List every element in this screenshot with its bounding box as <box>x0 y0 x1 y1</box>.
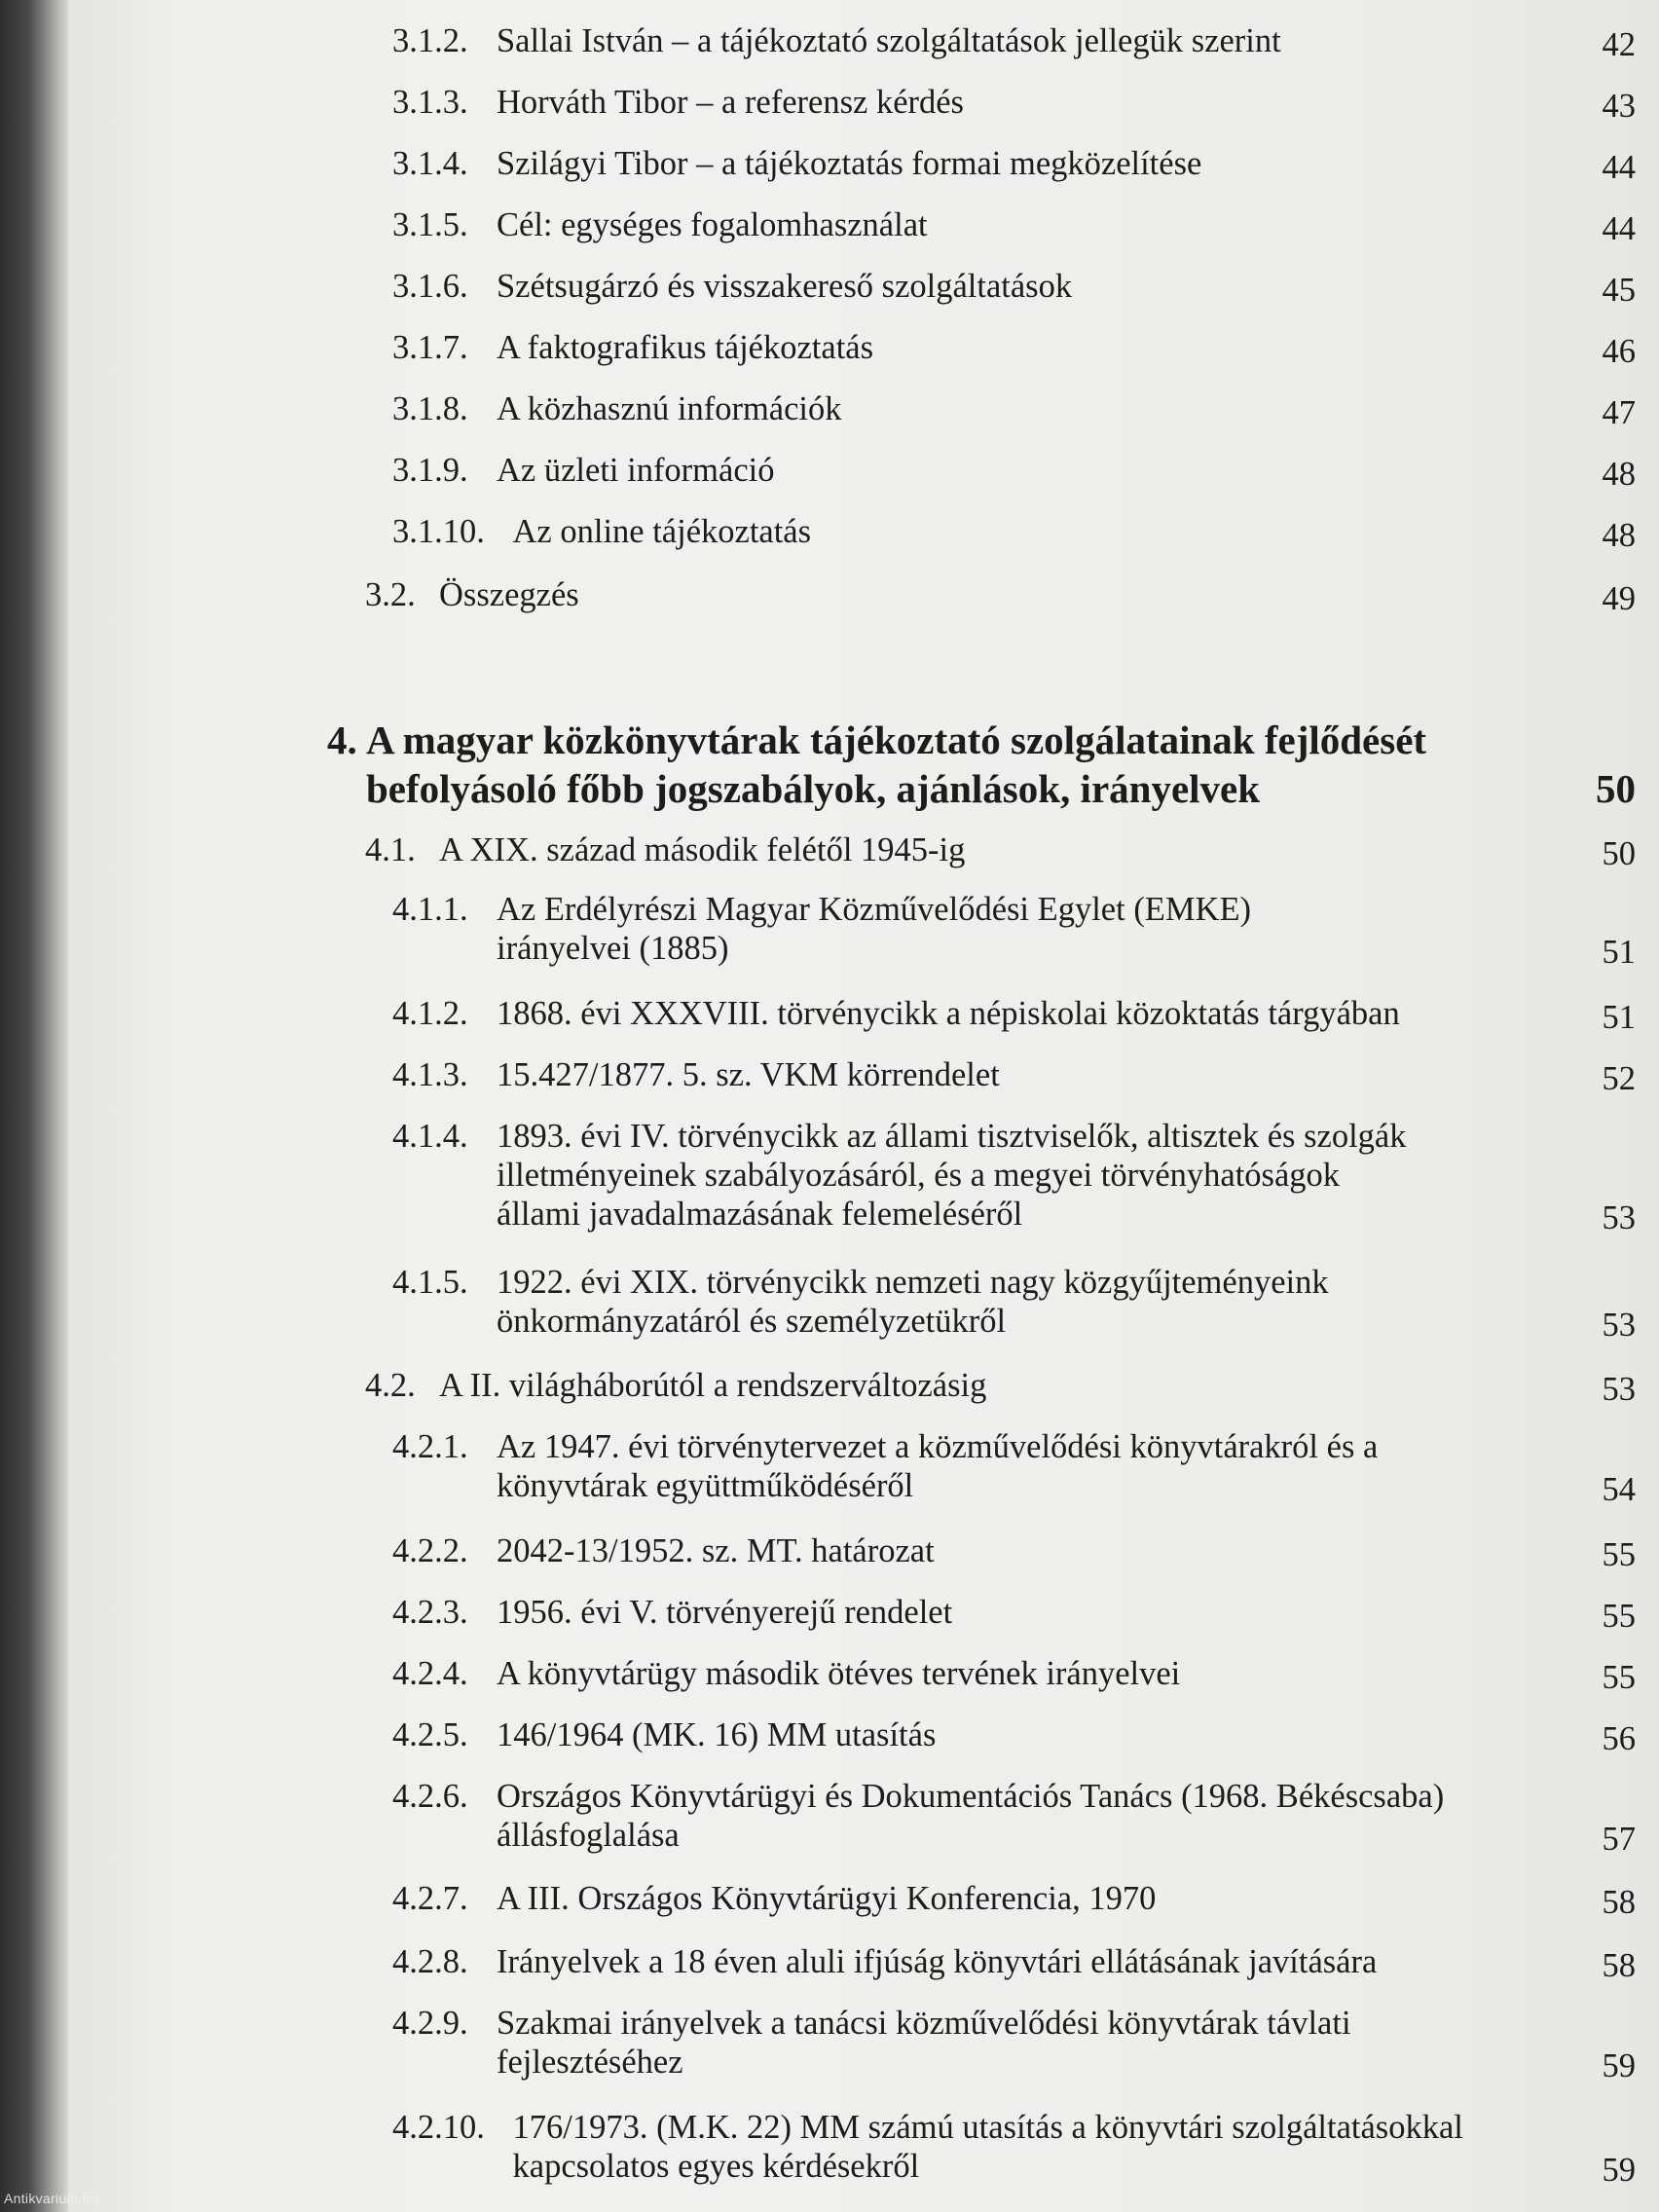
toc-entry-number: 4.2.3. <box>392 1594 468 1631</box>
toc-entry-title-line: állásfoglalása <box>497 1817 680 1854</box>
toc-entry <box>68 512 1659 554</box>
toc-entry-number: 3.1.5. <box>392 206 468 243</box>
toc-page-number: 42 <box>1602 26 1636 63</box>
toc-entry-title <box>497 1879 1156 1918</box>
toc-entry-title-line: Az 1947. évi törvénytervezet a közművelődési könyvtárakról és a <box>497 1428 1379 1465</box>
toc-entry-title-line: Szakmai irányelvek a tanácsi közművelődési könyvtárak távlati <box>497 2005 1351 2042</box>
toc-entry <box>68 1055 1659 1097</box>
toc-entry-title <box>497 144 1201 183</box>
toc-entry <box>68 1427 1659 1508</box>
toc-entry-number: 3.1.9. <box>392 452 468 489</box>
toc-entry-title <box>497 21 1281 60</box>
toc-page-number: 59 <box>1602 2047 1636 2084</box>
toc-entry-number: 4.1.3. <box>392 1056 468 1093</box>
toc-entry-title-line: kapcsolatos egyes kérdésekről <box>512 2148 920 2185</box>
toc-entry-title-line: Országos Könyvtárügyi és Dokumentációs Tanács (1968. Békéscsaba) <box>497 1778 1445 1815</box>
toc-page-number: 44 <box>1602 149 1636 186</box>
toc-page-number: 51 <box>1602 934 1636 971</box>
toc-entry-number: 4.2.7. <box>392 1880 468 1917</box>
toc-entry <box>68 1531 1659 1573</box>
toc-page-number: 58 <box>1602 1947 1636 1984</box>
toc-entry-title-line: A faktografikus tájékoztatás <box>497 329 874 366</box>
toc-page-number: 59 <box>1602 2152 1636 2189</box>
toc-page-number: 46 <box>1602 333 1636 370</box>
toc-page-number: 55 <box>1602 1536 1636 1573</box>
toc-entry-number: 4.2.1. <box>392 1428 468 1465</box>
toc-page-number: 49 <box>1602 580 1636 617</box>
toc-entry-number: 4.2.10. <box>392 2109 485 2146</box>
watermark: Antikvarium.hu <box>4 2191 98 2206</box>
toc-entry-number: 4.1.1. <box>392 891 468 928</box>
toc-entry-title-line: könyvtárak együttműködéséről <box>497 1467 914 1504</box>
toc-entry-number: 4.1.4. <box>392 1118 468 1155</box>
toc-entry-title <box>497 205 928 244</box>
toc-entry-number: 4.2.5. <box>392 1716 468 1753</box>
toc-entry <box>68 1879 1659 1921</box>
toc-entry <box>68 1942 1659 1984</box>
toc-entry-title <box>497 451 774 490</box>
toc-entry-number: 4.1. <box>365 831 416 868</box>
toc-entry <box>68 994 1659 1036</box>
toc-entry-title <box>497 1263 1329 1341</box>
toc-entry-title <box>497 1427 1378 1505</box>
toc-page-number: 50 <box>1602 835 1636 872</box>
toc-entry-title-line: 1956. évi V. törvényerejű rendelet <box>497 1594 953 1631</box>
toc-entry-title-line: Az Erdélyrészi Magyar Közművelődési Egylet (EMKE) <box>497 891 1252 928</box>
toc-entry-title-line: A magyar közkönyvtárak tájékoztató szolgálatainak fejlődését <box>366 718 1427 762</box>
toc-entry <box>68 830 1659 872</box>
toc-entry <box>68 1777 1659 1858</box>
toc-entry-number: 4.2.4. <box>392 1655 468 1692</box>
toc-entry <box>68 267 1659 309</box>
toc-entry-title-line: A XIX. század második felétől 1945-ig <box>439 831 966 868</box>
toc-entry <box>68 2108 1659 2189</box>
toc-entry-title <box>497 890 1251 968</box>
toc-entry <box>68 1117 1659 1234</box>
toc-entry <box>68 575 1659 617</box>
toc-entry-number: 4.2.9. <box>392 2005 468 2042</box>
toc-entry-title-line: 15.427/1877. 5. sz. VKM körrendelet <box>497 1056 1000 1093</box>
toc-entry-title <box>497 994 1400 1033</box>
toc-entry-title-line: irányelvei (1885) <box>497 930 729 967</box>
toc-entry-title <box>439 1366 986 1405</box>
toc-entry-number: 4.2.6. <box>392 1778 468 1815</box>
toc-entry-number: 3.1.3. <box>392 84 468 121</box>
toc-entry-title-line: 1922. évi XIX. törvénycikk nemzeti nagy közgyűjteményeink <box>497 1264 1329 1301</box>
toc-page-number: 47 <box>1602 394 1636 431</box>
toc-page-number: 53 <box>1602 1371 1636 1408</box>
toc-entry-number: 3.1.10. <box>392 513 485 550</box>
toc-entry <box>68 389 1659 431</box>
toc-page-number: 56 <box>1602 1720 1636 1757</box>
toc-entry-title-line: fejlesztéséhez <box>497 2044 683 2081</box>
toc-entry-title <box>497 1531 935 1570</box>
toc-page-number: 53 <box>1602 1199 1636 1236</box>
toc-page-number: 57 <box>1602 1821 1636 1858</box>
toc-entry-title-line: Összegzés <box>439 576 579 613</box>
toc-entry-number: 4.2. <box>365 1367 416 1404</box>
toc-entry-title-line: Szétsugárzó és visszakereső szolgáltatások <box>497 268 1073 305</box>
toc-page-number: 53 <box>1602 1307 1636 1344</box>
toc-entry-title-line: 1893. évi IV. törvénycikk az állami tisztviselők, altisztek és szolgák <box>497 1118 1407 1155</box>
toc-entry-title-line: A II. világháborútól a rendszerváltozásig <box>439 1367 987 1404</box>
toc-entry-title-line: befolyásoló főbb jogszabályok, ajánlások, irányelvek <box>366 766 1261 811</box>
toc-entry-title <box>439 575 579 614</box>
toc-entry <box>68 2004 1659 2082</box>
toc-entry-title-line: Cél: egységes fogalomhasználat <box>497 206 928 243</box>
book-binding-shadow <box>0 0 68 2212</box>
toc-entry-number: 4.2.8. <box>392 1943 468 1980</box>
toc-entry-title-line: Horváth Tibor – a referensz kérdés <box>497 84 964 121</box>
toc-chapter-entry <box>68 716 1659 813</box>
toc-page-number: 55 <box>1602 1598 1636 1635</box>
toc-entry-number: 3.1.2. <box>392 22 468 59</box>
toc-page-number: 58 <box>1602 1884 1636 1921</box>
toc-entry <box>68 1263 1659 1344</box>
toc-entry-number: 4.2.2. <box>392 1532 468 1569</box>
toc-entry <box>68 205 1659 247</box>
toc-entry-title-line: 1868. évi XXXVIII. törvénycikk a népiskolai közoktatás tárgyában <box>497 995 1400 1032</box>
toc-entry-title-line: A III. Országos Könyvtárügyi Konferencia, 1970 <box>497 1880 1157 1917</box>
toc-entry-number: 3.1.7. <box>392 329 468 366</box>
toc-page-number: 54 <box>1602 1471 1636 1508</box>
toc-entry-title-line: A könyvtárügy második ötéves tervének irányelvei <box>497 1655 1181 1692</box>
toc-entry <box>68 1654 1659 1696</box>
toc-page-number: 51 <box>1602 999 1636 1036</box>
toc-entry-title-line: állami javadalmazásának felemeléséről <box>497 1196 1023 1233</box>
toc-entry-title <box>497 1117 1406 1234</box>
toc-entry-title-line: Sallai István – a tájékoztató szolgáltatások jellegük szerint <box>497 22 1281 59</box>
toc-entry <box>68 144 1659 186</box>
toc-entry-number: 3.1.8. <box>392 390 468 427</box>
toc-entry-title-line: Szilágyi Tibor – a tájékoztatás formai megközelítése <box>497 145 1202 182</box>
toc-entry-title-line: 176/1973. (M.K. 22) MM számú utasítás a könyvtári szolgáltatásokkal <box>512 2109 1463 2146</box>
toc-entry-title <box>497 1654 1180 1693</box>
toc-entry-title-line: Az online tájékoztatás <box>512 513 812 550</box>
toc-entry <box>68 890 1659 971</box>
toc-page-number: 43 <box>1602 88 1636 125</box>
toc-page-number: 45 <box>1602 272 1636 309</box>
toc-entry <box>68 83 1659 125</box>
toc-entry-title <box>497 328 873 367</box>
toc-entry-title <box>497 1942 1377 1981</box>
toc-entry-title <box>497 267 1072 306</box>
toc-entry <box>68 21 1659 63</box>
toc-entry-title <box>497 1777 1444 1855</box>
toc-entry <box>68 1366 1659 1408</box>
toc-entry-title-line: Az üzleti információ <box>497 452 775 489</box>
toc-entry <box>68 1715 1659 1757</box>
toc-entry-title <box>497 1593 952 1632</box>
toc-entry <box>68 451 1659 493</box>
toc-page-number: 48 <box>1602 517 1636 554</box>
toc-entry-title-line: illetményeinek szabályozásáról, és a megyei törvényhatóságok <box>497 1157 1341 1194</box>
toc-entry-number: 3.2. <box>365 576 416 613</box>
toc-entry-title <box>497 2004 1351 2082</box>
toc-entry-title-line: önkormányzatáról és személyzetükről <box>497 1303 1007 1340</box>
toc-entry-title <box>366 716 1426 813</box>
toc-entry-title <box>439 830 965 869</box>
toc-entry-title <box>497 1055 1000 1094</box>
toc-entry-number: 3.1.4. <box>392 145 468 182</box>
toc-entry-title <box>513 2108 1463 2186</box>
toc-entry-title <box>497 83 964 122</box>
toc-entry-number: 4. <box>327 718 357 762</box>
toc-entry-title-line: A közhasznú információk <box>497 390 842 427</box>
toc-entry-title <box>497 389 841 428</box>
toc-entry-title <box>513 512 812 551</box>
toc-entry <box>68 1593 1659 1635</box>
toc-page <box>68 0 1659 2212</box>
toc-entry-title-line: 2042-13/1952. sz. MT. határozat <box>497 1532 935 1569</box>
toc-page-number: 48 <box>1602 456 1636 493</box>
toc-entry-number: 3.1.6. <box>392 268 468 305</box>
toc-entry <box>68 328 1659 370</box>
toc-entry-number: 4.1.5. <box>392 1264 468 1301</box>
toc-entry-title-line: Irányelvek a 18 éven aluli ifjúság könyvtári ellátásának javítására <box>497 1943 1378 1980</box>
toc-entry-number: 4.1.2. <box>392 995 468 1032</box>
toc-entry-title <box>497 1715 936 1754</box>
toc-page-number: 55 <box>1602 1659 1636 1696</box>
toc-entry-title-line: 146/1964 (MK. 16) MM utasítás <box>497 1716 937 1753</box>
toc-page-number: 44 <box>1602 210 1636 247</box>
toc-page-number: 52 <box>1602 1060 1636 1097</box>
toc-page-number: 50 <box>1596 766 1636 811</box>
